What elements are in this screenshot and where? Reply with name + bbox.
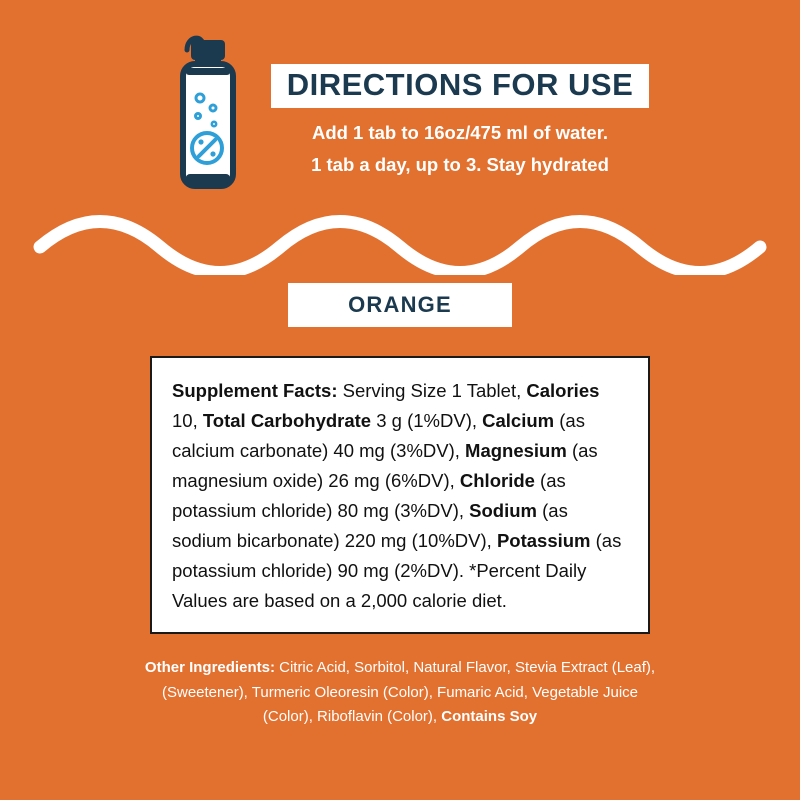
facts-calories-label: Calories — [526, 380, 600, 401]
directions-section — [0, 0, 800, 193]
facts-heading: Supplement Facts: — [172, 380, 338, 401]
facts-chloride-value: (as potassium chloride) 80 mg (3%DV), — [172, 469, 566, 521]
directions-line-1: Add 1 tab to 16oz/475 ml of water. — [311, 121, 609, 143]
facts-potassium-label: Potassium — [496, 529, 591, 551]
facts-carb-value: 3 g (1%DV), — [371, 409, 483, 431]
supplement-facts-box — [150, 356, 650, 634]
directions-title: DIRECTIONS FOR USE — [271, 64, 650, 108]
facts-calcium-value: (as calcium carbonate) 40 mg (3%DV), — [172, 409, 585, 461]
facts-calories-value: 10, — [172, 409, 203, 431]
other-ingredients-label: Other Ingredients: — [144, 658, 275, 676]
facts-sodium-value: (as sodium bicarbonate) 220 mg (10%DV), — [172, 499, 568, 551]
directions-line-2: 1 tab a day, up to 3. Stay hydrated — [311, 153, 609, 175]
facts-serving-size: Serving Size 1 Tablet, — [337, 380, 527, 401]
facts-carb-label: Total Carbohydrate — [202, 409, 372, 431]
facts-sodium-label: Sodium — [469, 499, 537, 521]
water-bottle-icon — [151, 28, 261, 193]
facts-chloride-label: Chloride — [459, 469, 535, 491]
flavor-section — [0, 283, 800, 327]
other-ingredients-list: Citric Acid, Sorbitol, Natural Flavor, Stevia Extract (Leaf), (Sweetener), Turmeric Oleoresin (Color), Fumaric Acid, Vegetable Juice (Color), Riboflavin (Color), — [161, 658, 656, 726]
contains-soy-note: Contains Soy — [441, 708, 538, 726]
flavor-label: ORANGE — [288, 283, 512, 327]
facts-magnesium-value: (as magnesium oxide) 26 mg (6%DV), — [172, 439, 598, 491]
other-ingredients-section — [135, 656, 665, 730]
directions-text-group — [271, 26, 650, 176]
wave-divider — [0, 215, 800, 275]
facts-calcium-label: Calcium — [482, 409, 555, 431]
supplement-facts-text — [172, 376, 628, 616]
facts-magnesium-label: Magnesium — [465, 439, 567, 461]
facts-potassium-value: (as potassium chloride) 90 mg (2%DV). *Percent Daily Values are based on a 2,000 calorie diet. — [172, 529, 622, 611]
